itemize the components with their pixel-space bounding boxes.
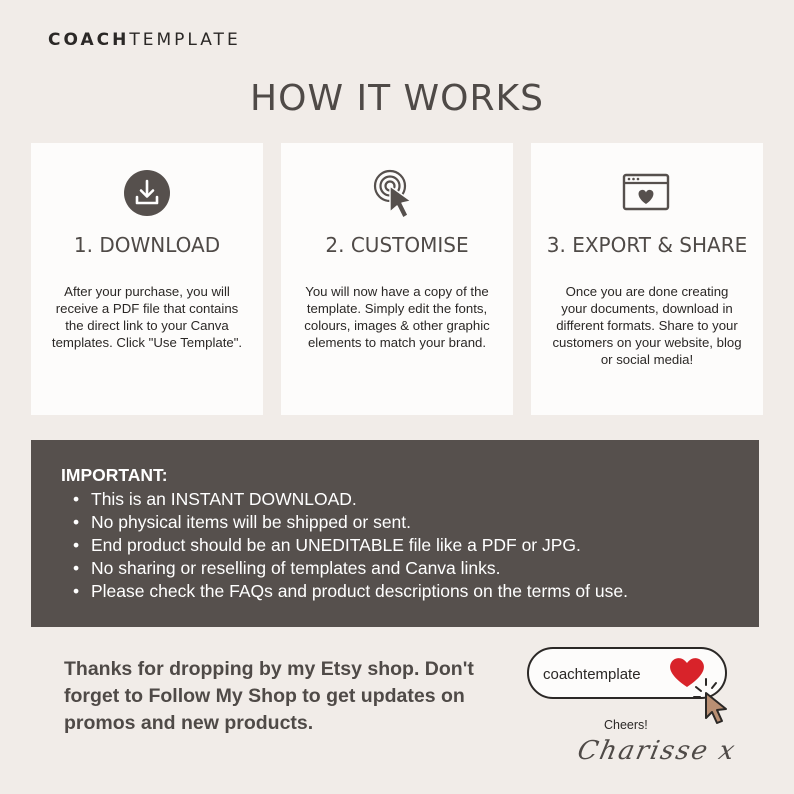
brand-bold: COACH: [48, 30, 130, 50]
important-list: [61, 488, 759, 603]
page-title: HOW IT WORKS: [250, 78, 544, 119]
list-item: • No physical items will be shipped or sent.: [73, 511, 759, 534]
step-title: 3. EXPORT & SHARE: [546, 233, 748, 257]
steps-section: [31, 143, 763, 415]
list-item: • This is an INSTANT DOWNLOAD.: [73, 488, 759, 511]
brand-logo: [48, 30, 241, 50]
step-download-card: [31, 143, 263, 415]
step-description: After your purchase, you will receive a PDF file that contains the direct link to your Canva templates. Click "Use Template".: [51, 284, 243, 350]
click-pointer-icon: [281, 169, 513, 223]
list-item: • Please check the FAQs and product descriptions on the terms of use.: [73, 580, 759, 603]
follow-shop-label: coachtemplate: [543, 666, 641, 683]
cheers-text: Cheers!: [604, 718, 648, 732]
thanks-message: Thanks for dropping by my Etsy shop. Don't forget to Follow My Shop to get updates on promos and new products.: [64, 658, 474, 734]
step-description: You will now have a copy of the template. Simply edit the fonts, colours, images & other graphic elements to match your brand.: [304, 284, 490, 350]
download-icon: [31, 169, 263, 223]
step-title: 1. DOWNLOAD: [73, 233, 221, 257]
list-item: • End product should be an UNEDITABLE file like a PDF or JPG.: [73, 534, 759, 557]
step-export-card: [531, 143, 763, 415]
signature: Charisse x: [574, 736, 740, 766]
step-description: Once you are done creating your documents, download in different formats. Share to your customers on your website, blog or social media!: [552, 284, 742, 367]
cursor-click-icon: [692, 677, 732, 732]
step-customise-card: [281, 143, 513, 415]
step-title: 2. CUSTOMISE: [325, 233, 469, 257]
brand-light: TEMPLATE: [129, 30, 241, 50]
important-heading: IMPORTANT:: [61, 465, 168, 485]
list-item: • No sharing or reselling of templates and Canva links.: [73, 557, 759, 580]
browser-heart-icon: [531, 169, 763, 223]
important-panel: [31, 440, 759, 627]
